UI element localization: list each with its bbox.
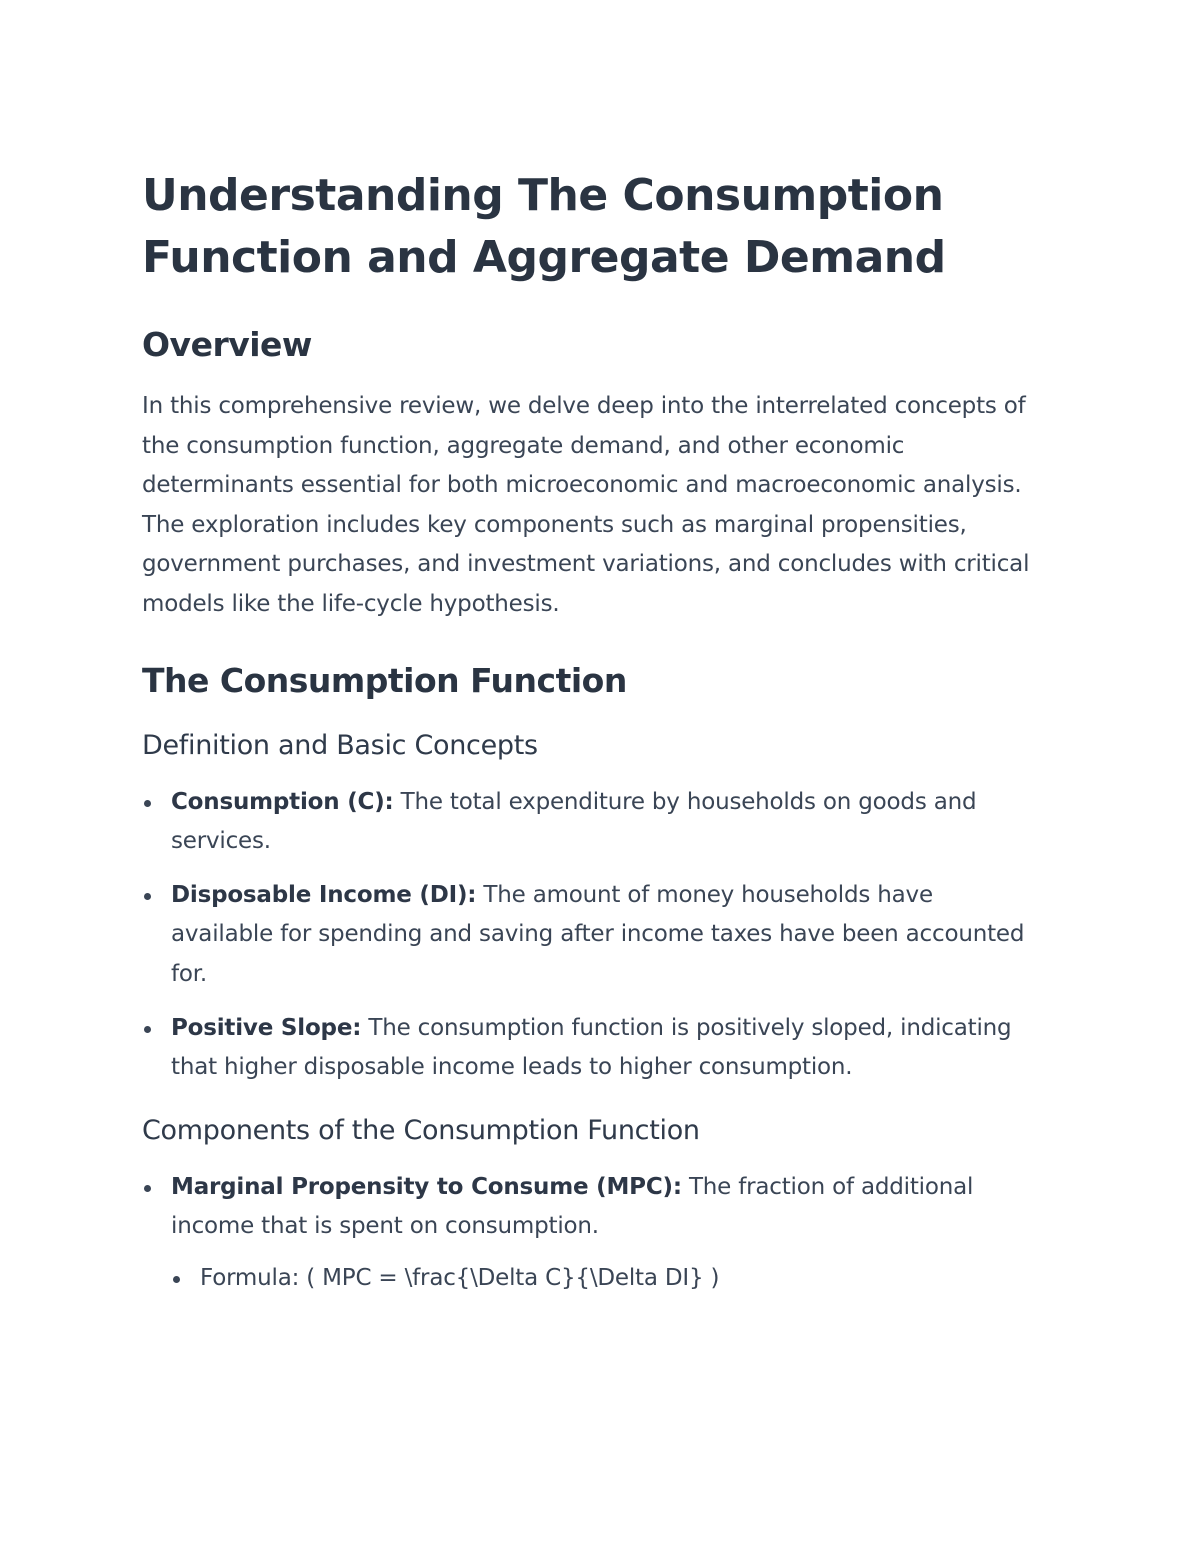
definitions-list [142,783,1042,1088]
list-item [142,1009,1042,1088]
page-title: Understanding The Consumption Function and Aggregate Demand [142,170,946,283]
term-description: The amount of money households have available for spending and saving after income taxes have been accounted for. [171,881,1025,987]
list-item: Formula: ( MPC = \frac{\Delta C}{\Delta DI} ) [171,1259,1042,1299]
consumption-function-heading: The Consumption Function [142,660,627,700]
document-page [142,165,1042,1313]
definitions-heading: Definition and Basic Concepts [142,729,538,761]
term-label: Positive Slope: [171,1014,362,1041]
term-description: The fraction of additional income that is spent on consumption. [171,1173,974,1240]
term-description: The total expenditure by households on goods and services. [171,788,977,855]
nested-list [171,1259,1042,1299]
overview-heading: Overview [142,325,312,364]
term-label: Marginal Propensity to Consume (MPC): [171,1173,682,1200]
list-item [142,876,1042,995]
list-item [142,783,1042,862]
list-item [142,1168,1042,1299]
term-label: Disposable Income (DI): [171,881,477,908]
term-label: Consumption (C): [171,788,394,815]
term-description: The consumption function is positively sloped, indicating that higher disposable income leads to higher consumption. [171,1014,1012,1081]
components-heading: Components of the Consumption Function [142,1114,700,1146]
components-list [142,1168,1042,1299]
overview-paragraph: In this comprehensive review, we delve deep into the interrelated concepts of the consumption function, aggregate demand, and other economic determinants essential for both microeconomic and macroeconomic analysis. The exploration includes key components such as marginal propensities, government purchases, and investment variations, and concludes with critical models like the life-cycle hypothesis. [142,393,1030,617]
